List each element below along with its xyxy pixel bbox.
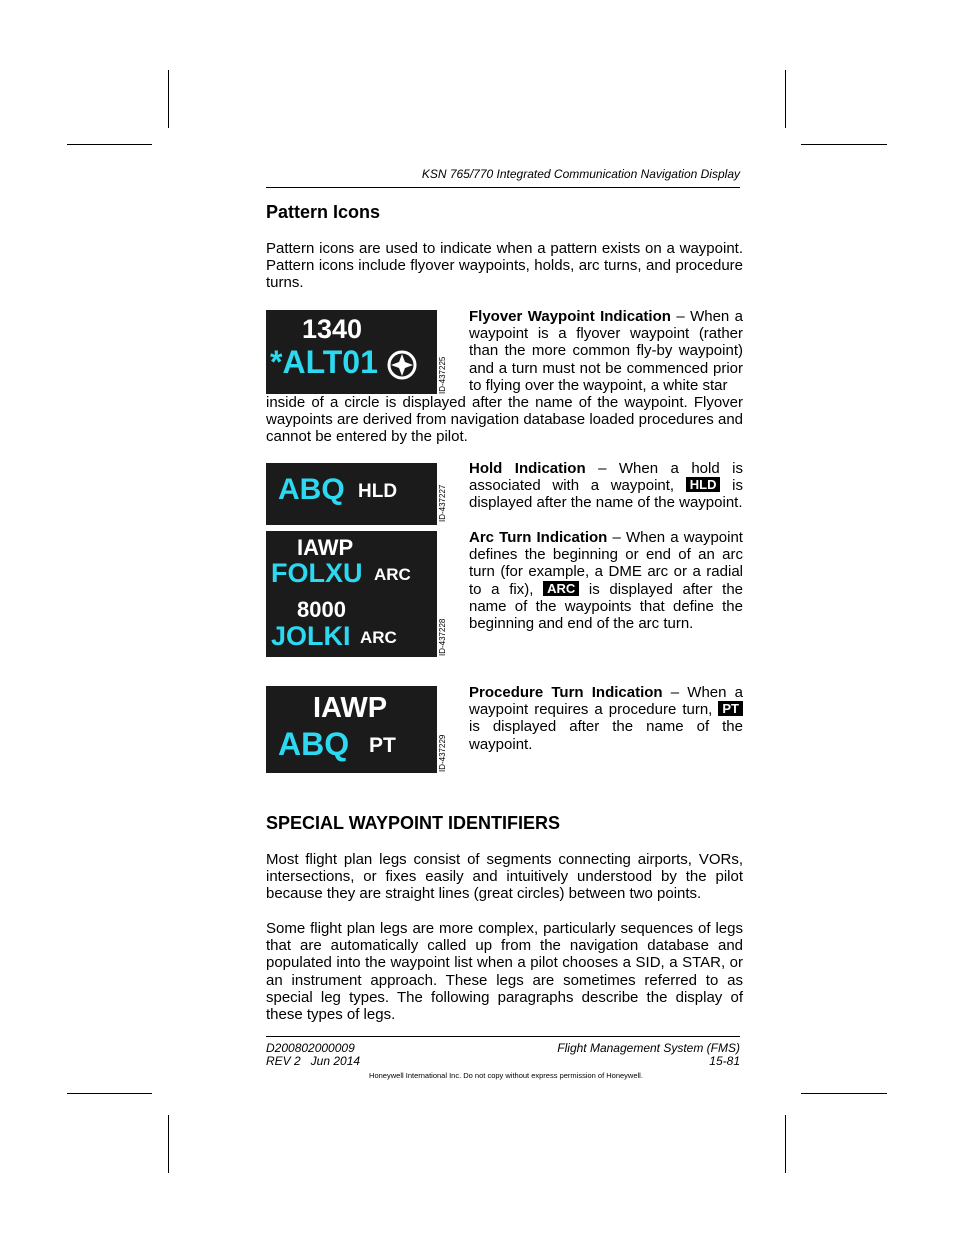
pt-text-a: When a waypoint requires a procedure turn, <box>469 684 743 719</box>
hold-text-b: is displayed after the name of the waypoint. <box>469 477 743 512</box>
arc-text-b: is displayed after the name of the waypoints that define the beginning and end of the arc turn. <box>469 580 744 633</box>
pt-tag-image: PT <box>369 734 396 757</box>
hold-paragraph <box>469 460 743 512</box>
flyover-text-2: inside of a circle is displayed after the name of the waypoint. Flyover waypoints are derived from navigation database loaded procedures and cannot be entered by the pilot. <box>266 394 743 446</box>
arc-tag-image-1: ARC <box>374 565 411 584</box>
arc-waypoint-name-1: FOLXU <box>271 558 363 588</box>
intro-paragraph <box>266 240 743 292</box>
hold-lead: Hold Indication <box>469 460 586 477</box>
procedure-turn-image <box>266 686 437 773</box>
crop-mark <box>67 1093 152 1094</box>
pt-lead: Procedure Turn Indication <box>469 684 663 701</box>
arc-lead: Arc Turn Indication <box>469 529 608 546</box>
pt-dash: – <box>662 684 688 701</box>
section-title-special-waypoints: SPECIAL WAYPOINT IDENTIFIERS <box>266 813 561 833</box>
flyover-figure-id: ID-437225 <box>438 356 447 394</box>
section-name: Flight Management System (FMS) <box>557 1041 740 1055</box>
arc-line-1: IAWP <box>297 535 354 560</box>
arc-text-a: When a waypoint defines the beginning or end of an arc turn (for example, a DME arc or a radial to a fix), <box>469 529 743 598</box>
doc-number: D200802000009 <box>266 1041 355 1055</box>
hold-text-a: When a hold is associated with a waypoint, <box>469 460 743 495</box>
crop-mark <box>785 1115 786 1173</box>
special-text-2: Some flight plan legs are more complex, particularly sequences of legs that are automatically called up from the navigation database and populated into the waypoint list when a pilot chooses a SID, a STAR, or an instrument approach. These legs are sometimes referred to as special leg types. The following paragraphs describe the display of these types of legs. <box>266 920 743 1024</box>
arc-tag-image-2: ARC <box>360 628 397 647</box>
crop-mark <box>67 144 152 145</box>
special-paragraph-1 <box>266 851 743 903</box>
running-header: KSN 765/770 Integrated Communication Navigation Display <box>421 167 740 181</box>
pt-figure-id: ID-437229 <box>438 734 447 772</box>
arc-figure-id: ID-437228 <box>438 618 447 656</box>
flyover-star-circle-icon <box>386 348 418 382</box>
crop-mark <box>168 70 169 128</box>
pt-text-b: is displayed after the name of the waypoint. <box>469 718 743 753</box>
flyover-paragraph-bottom <box>266 394 743 446</box>
special-text-1: Most flight plan legs consist of segments connecting airports, VORs, intersections, or fixes easily and intuitively understood by the pilot because they are straight lines (great circles) between two points. <box>266 851 743 903</box>
flyover-waypoint-image <box>266 310 437 394</box>
pt-waypoint-name: ABQ <box>278 726 350 762</box>
flyover-waypoint-name: *ALT01 <box>270 344 378 380</box>
arc-badge: ARC <box>543 581 579 596</box>
flyover-altitude: 1340 <box>302 314 363 344</box>
header-rule <box>266 187 740 188</box>
arc-line-2: 8000 <box>297 597 346 622</box>
arc-dash: – <box>607 529 626 546</box>
flyover-paragraph-top <box>469 308 743 394</box>
pt-paragraph <box>469 684 743 753</box>
special-paragraph-2 <box>266 920 743 1023</box>
crop-mark <box>168 1115 169 1173</box>
flyover-text-1: When a waypoint is a flyover waypoint (rather than the more common fly-by waypoint) and a turn must not be commenced prior to flying over the waypoint, a white star <box>469 308 743 394</box>
hld-badge: HLD <box>686 477 721 492</box>
crop-mark <box>801 144 887 145</box>
arc-waypoint-name-2: JOLKI <box>271 621 351 651</box>
hold-dash: – <box>585 460 619 477</box>
hold-waypoint-name: ABQ <box>278 473 345 506</box>
crop-mark <box>785 70 786 128</box>
page-number: 15-81 <box>709 1054 740 1068</box>
flyover-lead: Flyover Waypoint Indication <box>469 308 671 325</box>
hold-tag-image: HLD <box>358 481 398 502</box>
arc-paragraph <box>469 529 743 632</box>
crop-mark <box>801 1093 887 1094</box>
section-title-pattern-icons: Pattern Icons <box>266 202 381 222</box>
pt-badge: PT <box>718 701 743 716</box>
flyover-dash: – <box>670 308 691 325</box>
copyright-notice: Honeywell International Inc. Do not copy without express permission of Honeywell. <box>369 1071 643 1080</box>
footer-rule <box>266 1036 740 1037</box>
hold-figure-id: ID-437227 <box>438 484 447 522</box>
arc-turn-image <box>266 531 437 657</box>
pt-line-1: IAWP <box>313 692 388 724</box>
intro-text: Pattern icons are used to indicate when a pattern exists on a waypoint. Pattern icons include flyover waypoints, holds, arc turns, and procedure turns. <box>266 240 743 292</box>
revision: REV 2 Jun 2014 <box>266 1054 361 1068</box>
hold-image <box>266 463 437 525</box>
